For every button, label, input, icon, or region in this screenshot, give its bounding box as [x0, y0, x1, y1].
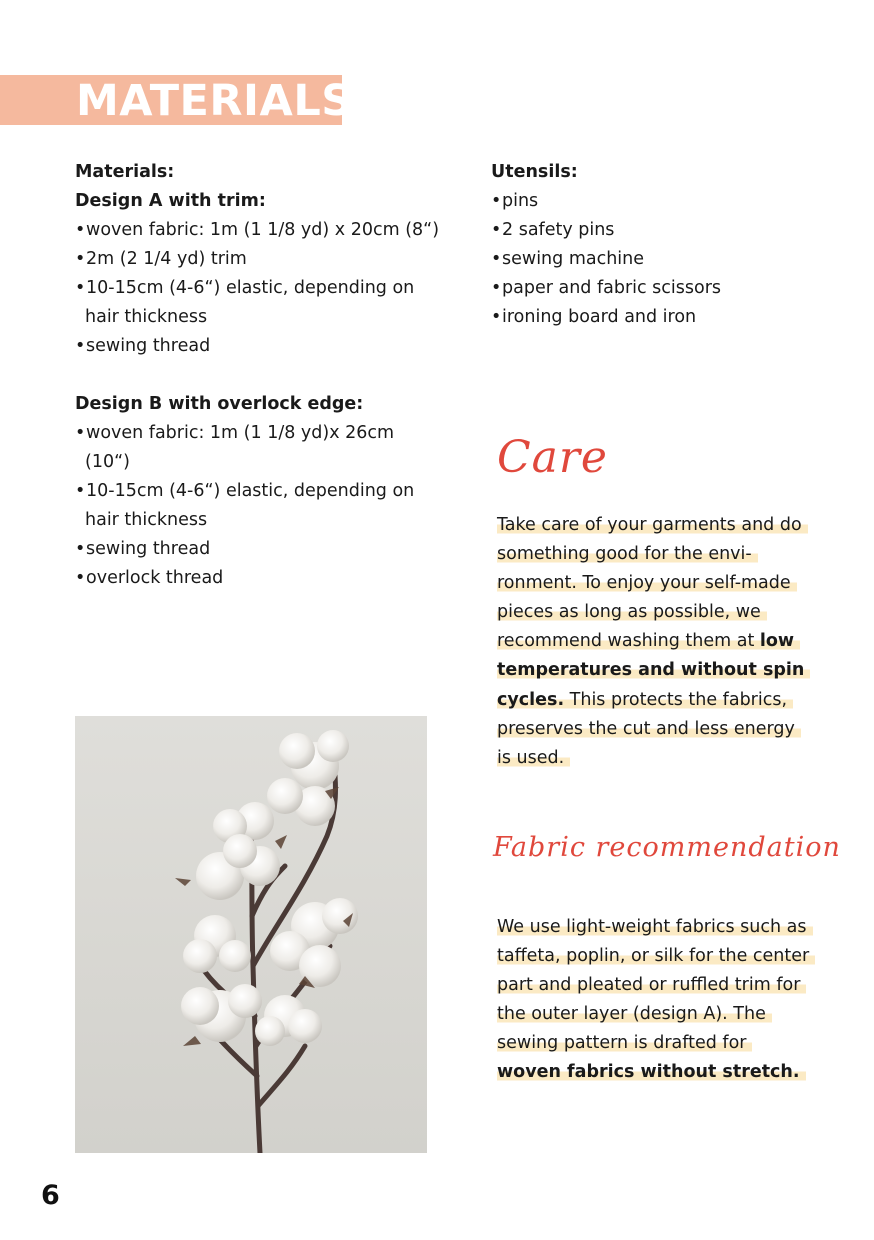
materials-heading: Materials: — [75, 162, 175, 182]
list-item: • 2 safety pins — [491, 216, 821, 245]
list-item: • woven fabric: 1m (1 1/8 yd)x 26cm — [75, 419, 455, 448]
utensils-heading: Utensils: — [491, 162, 578, 182]
list-item: • sewing thread — [75, 332, 455, 361]
design-a-heading: Design A with trim: — [75, 191, 266, 211]
cotton-branch-illustration — [75, 716, 427, 1153]
list-item: • woven fabric: 1m (1 1/8 yd) x 20cm (8“) — [75, 216, 455, 245]
design-b-heading: Design B with overlock edge: — [75, 394, 364, 414]
list-item: • 10-15cm (4-6“) elastic, depending on — [75, 274, 455, 303]
utensils-list — [491, 187, 821, 332]
materials-section — [75, 158, 455, 593]
fabric-text-bold: woven fabrics without stretch. — [497, 1062, 800, 1083]
list-item: • 2m (2 1/4 yd) trim — [75, 245, 455, 274]
care-text-bold: low temperatures and without spin cycles. — [497, 631, 805, 710]
list-item-continuation: hair thickness — [85, 510, 208, 530]
page-title: MATERIALS — [76, 76, 353, 126]
care-paragraph — [497, 511, 812, 773]
list-item: • sewing thread — [75, 535, 455, 564]
fabric-paragraph — [497, 913, 812, 1088]
list-item-continuation: hair thickness — [85, 307, 208, 327]
fabric-recommendation-heading: Fabric recommendation — [493, 832, 841, 863]
list-item: • overlock thread — [75, 564, 455, 593]
care-heading: Care — [497, 432, 608, 483]
care-text-end: This protects the fabrics, preserves the cut and less energy is used. — [497, 689, 795, 768]
care-text: Take care of your garments and do something good for the envi-ronment. To enjoy your self-made pieces as long as possible, we recommend washing them at — [497, 515, 802, 652]
cotton-branch-photo — [75, 716, 427, 1153]
page-number: 6 — [41, 1180, 60, 1211]
design-b-list — [75, 419, 455, 593]
list-item: • pins — [491, 187, 821, 216]
design-a-list — [75, 216, 455, 361]
list-item: • sewing machine — [491, 245, 821, 274]
list-item: • paper and fabric scissors — [491, 274, 821, 303]
fabric-text: We use light-weight fabrics such as taffeta, poplin, or silk for the center part and pleated or ruffled trim for the outer layer (design A). The sewing pattern is drafted for — [497, 917, 810, 1054]
list-item: • ironing board and iron — [491, 303, 821, 332]
utensils-section — [491, 158, 821, 332]
list-item: • 10-15cm (4-6“) elastic, depending on — [75, 477, 455, 506]
list-item-continuation: (10“) — [85, 452, 130, 472]
